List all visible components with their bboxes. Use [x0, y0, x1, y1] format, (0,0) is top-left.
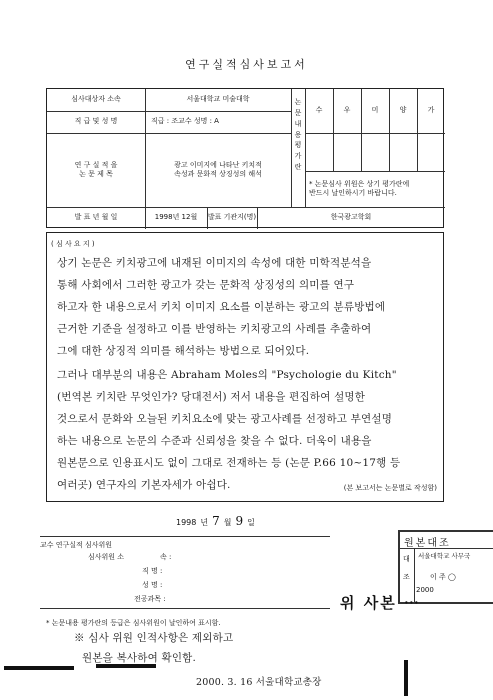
divider — [305, 133, 445, 134]
review-date — [176, 514, 255, 528]
stamp-side-char: 조 — [403, 573, 410, 581]
handwritten-note-3: 2000. 3. 16 서울대학교총장 — [196, 677, 322, 688]
review-line: 하고자 한 내용으로서 키치 이미지 요소를 이분하는 광고의 분류방법에 — [57, 301, 386, 313]
grade-mi: 미 — [371, 106, 379, 115]
handwritten-note-2: 원본을 복사하여 확인함. — [82, 652, 197, 664]
divider — [305, 171, 445, 172]
grade-ga: 가 — [427, 106, 435, 115]
review-footnote: (본 보고서는 논문별로 작성함) — [343, 484, 437, 492]
stamp-year: 2000 — [416, 586, 434, 594]
date-day: 9 — [235, 514, 244, 528]
review-line: 통해 사회에서 그러한 광고가 갖는 문화적 상징성의 의미를 연구 — [57, 279, 355, 291]
stamp-person: 이 주 ◯ — [430, 573, 456, 581]
stamp-side-char: 대 — [403, 555, 410, 563]
committee-member-label: 심사위원 소 — [88, 553, 125, 561]
seal-note-line: 반드시 날인하시기 바랍니다. — [309, 189, 397, 197]
evaluation-vertical-label: 논문내용평가란 — [294, 98, 302, 172]
grade-yang: 양 — [399, 106, 407, 115]
scan-mark — [4, 666, 74, 670]
paper-title-line: 속성과 문화적 상징성의 해석 — [174, 170, 262, 178]
publisher-value: 한국광고학회 — [330, 213, 372, 222]
review-line: 그러나 대부분의 내용은 Abraham Moles의 "Psychologie du Kitch" — [57, 369, 397, 381]
divider — [291, 89, 292, 207]
publish-date-value: 1998년 12월 — [154, 213, 198, 222]
committee-name-label: 성 명 : — [142, 581, 163, 589]
document-title: 연구실적심사보고서 — [185, 58, 308, 71]
publisher-label: 발표 기관지(명) — [207, 213, 257, 222]
committee-heading: 교수 연구실적 심사위원 — [40, 541, 113, 549]
date-month-suffix: 월 — [223, 518, 232, 527]
review-line: 여러곳) 연구자의 기본자세가 아쉽다. — [57, 479, 231, 491]
date-year-suffix: 년 — [200, 518, 209, 527]
review-line: 원본문으로 인용표시도 없이 그대로 전재하는 등 (논문 P.66 10~17행 등 — [57, 457, 401, 469]
review-panel — [46, 232, 444, 502]
committee-rank-label: 직 명 : — [142, 567, 163, 575]
seal-note-line: * 논문심사 위원은 상기 평가란에 — [309, 179, 410, 188]
publish-date-label: 발 표 년 월 일 — [74, 213, 118, 222]
affiliation-value: 서울대학교 미술대학 — [186, 95, 250, 104]
scan-mark — [404, 660, 408, 696]
paper-title-label-line: 논 문 제 목 — [79, 170, 113, 178]
grade-su: 수 — [315, 106, 323, 115]
info-table — [46, 88, 444, 228]
grade-u: 우 — [343, 106, 351, 115]
review-line: 하는 내용으로 논문의 수준과 신뢰성을 찾을 수 없다. 더욱이 내용을 — [57, 435, 372, 447]
stamp-handwritten: 위 사본 ⋯ — [340, 594, 421, 612]
date-month: 7 — [212, 514, 220, 528]
scan-mark — [96, 664, 156, 668]
review-line: 것으로서 문화와 오늘된 키치요소에 맞는 광고사례를 선정하고 부연설명 — [57, 413, 393, 425]
stamp-org: 서울대학교 사무국 — [418, 552, 471, 560]
affiliation-label: 심사대상자 소속 — [71, 95, 121, 104]
review-line: (번역본 키치란 무엇인가? 당대전서) 저서 내용을 편집하여 설명한 — [57, 391, 366, 403]
date-year: 1998 — [176, 518, 197, 527]
handwritten-note-1: ※ 심사 위원 인적사항은 제외하고 — [74, 632, 234, 644]
review-line: 그에 대한 상징적 의미를 해석하는 방법으로 되어있다. — [57, 345, 310, 357]
divider — [40, 608, 330, 609]
paper-title-line: 광고 이미지에 나타난 키치적 — [174, 160, 262, 169]
committee-affil-label: 속 : — [160, 553, 172, 561]
divider — [40, 536, 330, 537]
rank-name-label: 직 급 및 성 명 — [74, 117, 118, 126]
committee-major-label: 전공과목 : — [134, 595, 166, 603]
paper-title-value — [145, 133, 291, 207]
grade-note: * 논문내용 평가란의 등급은 심사위원이 날인하여 표시함. — [46, 619, 221, 627]
stamp-title: 원본대조 — [404, 538, 451, 549]
paper-title-label-line: 연 구 실 적 을 — [74, 160, 118, 169]
seal-note — [305, 173, 445, 205]
date-day-suffix: 일 — [247, 518, 255, 527]
review-label: ( 심 사 요 지 ) — [51, 240, 95, 248]
rank-name-value: 직급 : 조교수 성명 : A — [151, 117, 219, 126]
review-line: 상기 논문은 키치광고에 내재된 이미지의 속성에 대한 미학적분석을 — [57, 257, 372, 269]
paper-title-label — [47, 133, 145, 207]
review-line: 근거한 기준을 설정하고 이를 반영하는 키치광고의 사례를 추출하여 — [57, 323, 372, 335]
